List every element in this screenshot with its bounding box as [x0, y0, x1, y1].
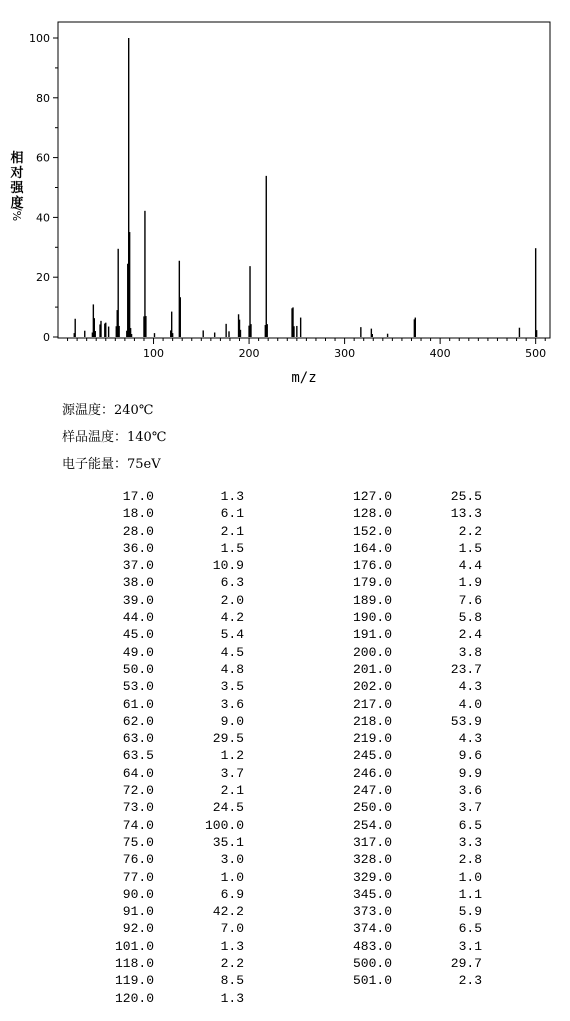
- mz-value: 164.0: [352, 540, 392, 556]
- abundance-value: 6.5: [458, 921, 482, 937]
- table-row: [62, 696, 244, 713]
- mz-value: 201.0: [352, 661, 392, 677]
- mz-value: 245.0: [352, 748, 392, 764]
- abundance-value: 2.8: [458, 852, 482, 868]
- mz-value: 18.0: [122, 506, 154, 522]
- mz-value: 190.0: [352, 610, 392, 626]
- table-row: [62, 730, 244, 747]
- mz-value: 191.0: [352, 627, 392, 643]
- table-row: [62, 540, 244, 557]
- table-row: [300, 886, 482, 903]
- abundance-value: 6.9: [220, 886, 244, 902]
- abundance-value: 100.0: [204, 817, 244, 833]
- abundance-value: 4.5: [220, 644, 244, 660]
- mass-spectrum-chart: [0, 0, 570, 390]
- mz-value: 64.0: [122, 765, 154, 781]
- abundance-value: 1.2: [220, 748, 244, 764]
- mz-value: 39.0: [122, 592, 154, 608]
- abundance-value: 3.7: [220, 765, 244, 781]
- abundance-value: 1.1: [458, 886, 482, 902]
- abundance-value: 10.9: [212, 558, 244, 574]
- table-row: [300, 644, 482, 661]
- abundance-value: 4.3: [458, 731, 482, 747]
- mz-value: 179.0: [352, 575, 392, 591]
- peak-bars: [74, 38, 536, 337]
- abundance-value: 5.9: [458, 904, 482, 920]
- mz-value: 329.0: [352, 869, 392, 885]
- table-row: [62, 505, 244, 522]
- abundance-value: 1.3: [220, 990, 244, 1006]
- mz-value: 373.0: [352, 904, 392, 920]
- abundance-value: 13.3: [450, 506, 482, 522]
- abundance-value: 29.5: [212, 731, 244, 747]
- abundance-value: 4.8: [220, 661, 244, 677]
- abundance-value: 25.5: [450, 489, 482, 504]
- source-temperature: 源温度：240℃: [62, 403, 154, 418]
- abundance-value: 2.3: [458, 973, 482, 989]
- table-row: [62, 557, 244, 574]
- abundance-value: 4.4: [458, 558, 482, 574]
- table-row: [62, 678, 244, 695]
- abundance-value: 6.5: [458, 817, 482, 833]
- x-tick-label: 400: [429, 347, 451, 360]
- mz-value: 77.0: [122, 869, 154, 885]
- abundance-value: 1.0: [458, 869, 482, 885]
- mz-value: 345.0: [352, 886, 392, 902]
- table-row: [300, 540, 482, 557]
- x-tick-label: 100: [143, 347, 165, 360]
- abundance-value: 53.9: [450, 713, 482, 729]
- mz-value: 128.0: [352, 506, 392, 522]
- mz-value: 176.0: [352, 558, 392, 574]
- abundance-value: 3.8: [458, 644, 482, 660]
- table-row: [62, 955, 244, 972]
- abundance-value: 7.0: [220, 921, 244, 937]
- table-row: [62, 903, 244, 920]
- abundance-value: 3.6: [458, 783, 482, 799]
- abundance-value: 9.9: [458, 765, 482, 781]
- y-label-char: 强: [10, 181, 24, 196]
- table-row: [62, 523, 244, 540]
- table-row: [300, 678, 482, 695]
- table-row: [300, 661, 482, 678]
- table-row: [300, 609, 482, 626]
- abundance-value: 2.2: [220, 956, 244, 972]
- table-row: [300, 869, 482, 886]
- mz-value: 45.0: [122, 627, 154, 643]
- table-row: [300, 920, 482, 937]
- y-tick-label: 20: [36, 271, 50, 285]
- abundance-value: 3.1: [458, 938, 482, 954]
- abundance-value: 1.0: [220, 869, 244, 885]
- mz-value: 118.0: [114, 956, 154, 972]
- table-row: [300, 488, 482, 505]
- peak-table-right: [300, 488, 482, 990]
- table-row: [62, 488, 244, 505]
- peak-table-left: [62, 488, 244, 1007]
- table-row: [300, 938, 482, 955]
- table-row: [62, 713, 244, 730]
- table-row: [300, 696, 482, 713]
- mz-value: 53.0: [122, 679, 154, 695]
- table-row: [62, 972, 244, 989]
- mz-value: 101.0: [114, 938, 154, 954]
- table-row: [300, 713, 482, 730]
- y-axis: [29, 32, 58, 344]
- mz-value: 74.0: [122, 817, 154, 833]
- table-row: [62, 990, 244, 1007]
- mz-value: 119.0: [114, 973, 154, 989]
- y-tick-label: 60: [36, 151, 50, 165]
- electron-energy: 电子能量：75eV: [62, 457, 161, 472]
- mz-value: 200.0: [352, 644, 392, 660]
- abundance-value: 35.1: [212, 834, 244, 850]
- mz-value: 483.0: [352, 938, 392, 954]
- table-row: [300, 834, 482, 851]
- abundance-value: 6.3: [220, 575, 244, 591]
- mz-value: 73.0: [122, 800, 154, 816]
- y-label-char: 对: [10, 166, 24, 181]
- mz-value: 120.0: [114, 990, 154, 1006]
- mz-value: 152.0: [352, 523, 392, 539]
- y-label-char: 度: [10, 196, 24, 211]
- table-row: [300, 730, 482, 747]
- mz-value: 127.0: [352, 489, 392, 504]
- mz-value: 37.0: [122, 558, 154, 574]
- abundance-value: 2.1: [220, 523, 244, 539]
- mz-value: 75.0: [122, 834, 154, 850]
- mz-value: 76.0: [122, 852, 154, 868]
- mz-value: 219.0: [352, 731, 392, 747]
- mz-value: 247.0: [352, 783, 392, 799]
- table-row: [62, 938, 244, 955]
- plot-frame: [58, 22, 550, 338]
- table-row: [300, 765, 482, 782]
- mz-value: 501.0: [352, 973, 392, 989]
- abundance-value: 9.6: [458, 748, 482, 764]
- mz-value: 63.5: [122, 748, 154, 764]
- mz-value: 50.0: [122, 661, 154, 677]
- abundance-value: 24.5: [212, 800, 244, 816]
- mz-value: 36.0: [122, 540, 154, 556]
- abundance-value: 5.4: [220, 627, 244, 643]
- abundance-value: 2.4: [458, 627, 482, 643]
- abundance-value: 3.6: [220, 696, 244, 712]
- table-row: [62, 592, 244, 609]
- abundance-value: 8.5: [220, 973, 244, 989]
- mz-value: 38.0: [122, 575, 154, 591]
- x-tick-label: 300: [334, 347, 356, 360]
- mz-value: 28.0: [122, 523, 154, 539]
- mz-value: 250.0: [352, 800, 392, 816]
- x-axis: [68, 338, 547, 360]
- mz-value: 92.0: [122, 921, 154, 937]
- table-row: [300, 505, 482, 522]
- table-row: [300, 747, 482, 764]
- abundance-value: 2.0: [220, 592, 244, 608]
- table-row: [62, 886, 244, 903]
- y-axis-label: [9, 150, 24, 221]
- y-tick-label: 100: [29, 32, 50, 45]
- mz-value: 90.0: [122, 886, 154, 902]
- mz-value: 72.0: [122, 783, 154, 799]
- abundance-value: 6.1: [220, 506, 244, 522]
- table-row: [62, 817, 244, 834]
- table-row: [300, 903, 482, 920]
- y-tick-label: 0: [43, 331, 50, 344]
- y-tick-label: 40: [36, 211, 50, 225]
- abundance-value: 1.5: [458, 540, 482, 556]
- abundance-value: 4.2: [220, 610, 244, 626]
- x-tick-label: 200: [238, 347, 260, 360]
- mz-value: 44.0: [122, 610, 154, 626]
- table-row: [62, 765, 244, 782]
- abundance-value: 9.0: [220, 713, 244, 729]
- table-row: [62, 920, 244, 937]
- table-row: [62, 626, 244, 643]
- mz-value: 500.0: [352, 956, 392, 972]
- mz-value: 218.0: [352, 713, 392, 729]
- abundance-value: 5.8: [458, 610, 482, 626]
- x-tick-label: 500: [525, 347, 547, 360]
- abundance-value: 29.7: [450, 956, 482, 972]
- abundance-value: 3.3: [458, 834, 482, 850]
- abundance-value: 2.2: [458, 523, 482, 539]
- mz-value: 317.0: [352, 834, 392, 850]
- table-row: [300, 557, 482, 574]
- table-row: [62, 574, 244, 591]
- abundance-value: 2.1: [220, 783, 244, 799]
- sample-temperature: 样品温度：140℃: [62, 430, 167, 445]
- table-row: [62, 661, 244, 678]
- table-row: [62, 834, 244, 851]
- abundance-value: 1.9: [458, 575, 482, 591]
- abundance-value: 3.7: [458, 800, 482, 816]
- table-row: [300, 955, 482, 972]
- abundance-value: 1.3: [220, 489, 244, 504]
- abundance-value: 23.7: [450, 661, 482, 677]
- abundance-value: 42.2: [212, 904, 244, 920]
- table-row: [300, 851, 482, 868]
- mz-value: 62.0: [122, 713, 154, 729]
- y-label-char: 相: [10, 151, 24, 166]
- table-row: [300, 972, 482, 989]
- table-row: [300, 799, 482, 816]
- table-row: [300, 782, 482, 799]
- table-row: [300, 626, 482, 643]
- y-label-unit: %/: [11, 206, 24, 222]
- y-tick-label: 80: [36, 91, 50, 105]
- mz-value: 328.0: [352, 852, 392, 868]
- table-row: [300, 817, 482, 834]
- table-row: [300, 592, 482, 609]
- table-row: [62, 609, 244, 626]
- abundance-value: 4.0: [458, 696, 482, 712]
- table-row: [62, 799, 244, 816]
- table-row: [300, 574, 482, 591]
- table-row: [62, 782, 244, 799]
- abundance-value: 1.5: [220, 540, 244, 556]
- table-row: [62, 747, 244, 764]
- abundance-value: 3.5: [220, 679, 244, 695]
- mz-value: 254.0: [352, 817, 392, 833]
- mz-value: 189.0: [352, 592, 392, 608]
- table-row: [62, 869, 244, 886]
- abundance-value: 7.6: [458, 592, 482, 608]
- mz-value: 246.0: [352, 765, 392, 781]
- abundance-value: 1.3: [220, 938, 244, 954]
- x-axis-label: m/z: [291, 370, 317, 386]
- mz-value: 61.0: [122, 696, 154, 712]
- abundance-value: 3.0: [220, 852, 244, 868]
- mz-value: 17.0: [122, 489, 154, 504]
- mz-value: 49.0: [122, 644, 154, 660]
- mz-value: 202.0: [352, 679, 392, 695]
- table-row: [62, 851, 244, 868]
- mz-value: 374.0: [352, 921, 392, 937]
- abundance-value: 4.3: [458, 679, 482, 695]
- mz-value: 63.0: [122, 731, 154, 747]
- table-row: [300, 523, 482, 540]
- mz-value: 91.0: [122, 904, 154, 920]
- mz-value: 217.0: [352, 696, 392, 712]
- table-row: [62, 644, 244, 661]
